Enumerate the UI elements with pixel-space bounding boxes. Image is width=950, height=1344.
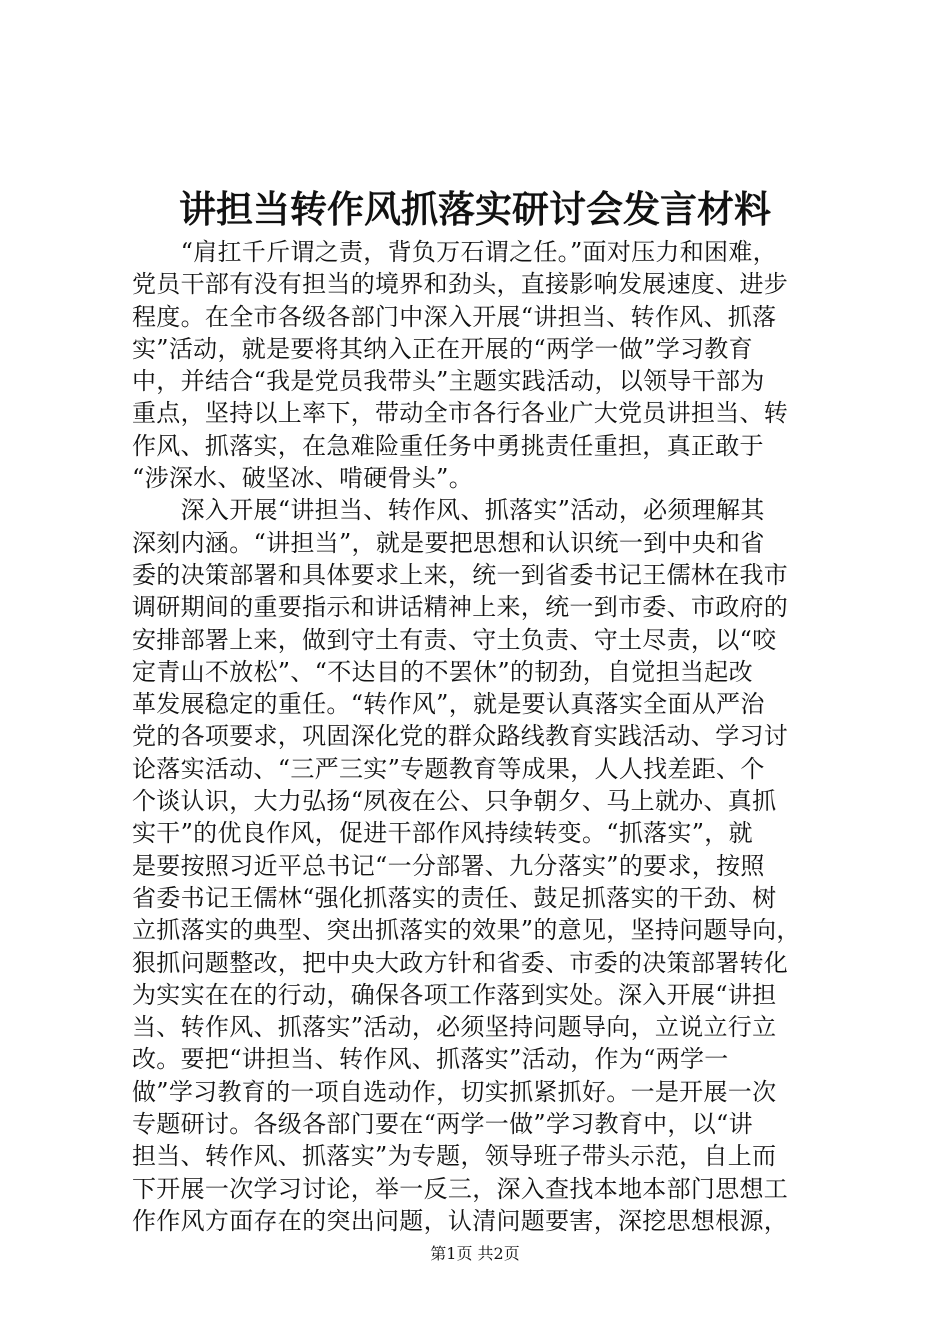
body-line: 省委书记王儒林“强化抓落实的责任、鼓足抓落实的干劲、树 xyxy=(132,883,777,912)
body-line: 作作风方面存在的突出问题，认清问题要害，深挖思想根源， xyxy=(132,1206,789,1235)
document-title: 讲担当转作风抓落实研讨会发言材料 xyxy=(179,187,771,231)
body-line: 下开展一次学习讨论，举一反三，深入查找本地本部门思想工 xyxy=(132,1174,789,1203)
body-line: 个谈认识，大力弘扬“夙夜在公、只争朝夕、马上就办、真抓 xyxy=(132,787,777,816)
body-line: 为实实在在的行动，确保各项工作落到实处。深入开展“讲担 xyxy=(132,980,777,1009)
body-line: 立抓落实的典型、突出抓落实的效果”的意见，坚持问题导向， xyxy=(132,916,801,945)
body-line: 改。要把“讲担当、转作风、抓落实”活动，作为“两学一 xyxy=(132,1045,729,1074)
body-line: 定青山不放松”、“不达目的不罢休”的韧劲，自觉担当起改 xyxy=(132,657,753,686)
body-line: 深入开展“讲担当、转作风、抓落实”活动，必须理解其 xyxy=(132,496,765,525)
body-line: 委的决策部署和具体要求上来，统一到省委书记王儒林在我市 xyxy=(132,560,789,589)
body-line: 革发展稳定的重任。“转作风”，就是要认真落实全面从严治 xyxy=(132,690,765,719)
body-line: 实干”的优良作风，促进干部作风持续转变。“抓落实”，就 xyxy=(132,819,753,848)
body-line: 实”活动，就是要将其纳入正在开展的“两学一做”学习教育 xyxy=(132,334,753,363)
body-line: 论落实活动、“三严三实”专题教育等成果，人人找差距、个 xyxy=(132,754,765,783)
body-line: 专题研讨。各级各部门要在“两学一做”学习教育中，以“讲 xyxy=(132,1110,753,1139)
body-line: 深刻内涵。“讲担当”，就是要把思想和认识统一到中央和省 xyxy=(132,528,765,557)
page-number-footer: 第1页 共2页 xyxy=(430,1244,520,1263)
body-line: 做”学习教育的一项自选动作，切实抓紧抓好。一是开展一次 xyxy=(132,1077,777,1106)
body-line: 狠抓问题整改，把中央大政方针和省委、市委的决策部署转化 xyxy=(132,948,789,977)
body-line: 调研期间的重要指示和讲话精神上来，统一到市委、市政府的 xyxy=(132,593,789,622)
body-line: 担当、转作风、抓落实”为专题，领导班子带头示范，自上而 xyxy=(132,1142,777,1171)
body-line: 程度。在全市各级各部门中深入开展“讲担当、转作风、抓落 xyxy=(132,302,777,331)
body-line: 安排部署上来，做到守土有责、守土负责、守土尽责，以“咬 xyxy=(132,625,777,654)
body-line: “涉深水、破坚冰、啃硬骨头”。 xyxy=(132,464,474,493)
body-line: 党的各项要求，巩固深化党的群众路线教育实践活动、学习讨 xyxy=(132,722,789,751)
body-line: 中，并结合“我是党员我带头”主题实践活动，以领导干部为 xyxy=(132,367,765,396)
document-body xyxy=(132,236,832,1237)
body-line: 重点，坚持以上率下，带动全市各行各业广大党员讲担当、转 xyxy=(132,399,789,428)
body-line: 当、转作风、抓落实”活动，必须坚持问题导向，立说立行立 xyxy=(132,1013,777,1042)
body-line: 作风、抓落实，在急难险重任务中勇挑责任重担，真正敢于 xyxy=(132,431,764,460)
body-line: “肩扛千斤谓之责，背负万石谓之任。”面对压力和困难， xyxy=(132,238,777,266)
body-line: 是要按照习近平总书记“一分部署、九分落实”的要求，按照 xyxy=(132,851,765,880)
body-line: 党员干部有没有担当的境界和劲头，直接影响发展速度、进步 xyxy=(132,270,789,299)
